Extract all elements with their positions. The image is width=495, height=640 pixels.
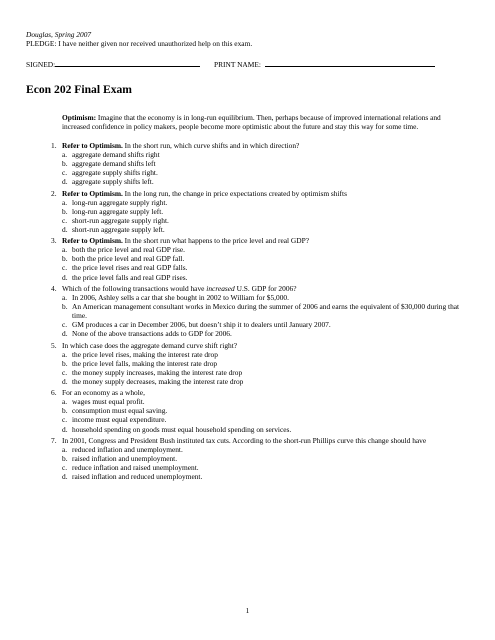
answer-option[interactable] [62, 445, 467, 455]
question-text: In 2001, Congress and President Bush instituted tax cuts. According to the short-run Phillips curve this change should have [62, 436, 427, 446]
question-text-end: U.S. GDP for 2006? [234, 284, 297, 294]
option-letter: c. [62, 320, 68, 330]
option-letter: a. [62, 245, 68, 255]
option-text: In 2006, Ashley sells a car that she bought in 2002 to William for $5,000. [72, 293, 289, 303]
option-text: aggregate demand shifts left [72, 159, 156, 169]
option-text: GM produces a car in December 2006, but doesn’t ship it to dealers until January 2007. [72, 320, 331, 330]
option-letter: d. [62, 272, 68, 282]
question-1 [51, 141, 467, 187]
answer-option[interactable] [62, 215, 467, 225]
pledge-line: PLEDGE: I have neither given nor received unauthorized help on this exam. [26, 39, 253, 49]
answer-option[interactable] [62, 320, 467, 330]
answer-options [62, 293, 467, 338]
option-text: An American management consultant works in Mexico during the summer of 2006 and earns the equivalent of $30,000 during that time. [72, 302, 460, 321]
answer-option[interactable] [62, 406, 467, 416]
option-text: consumption must equal saving. [72, 406, 168, 416]
answer-option[interactable] [62, 472, 467, 482]
option-text: income must equal expenditure. [72, 415, 167, 425]
optimism-scenario [62, 113, 467, 131]
exam-body [51, 113, 467, 484]
option-letter: b. [62, 454, 68, 464]
question-reference: Refer to Optimism. [62, 141, 123, 151]
option-letter: b. [62, 302, 68, 312]
question-3 [51, 236, 467, 282]
answer-options [62, 397, 467, 433]
answer-option[interactable] [62, 224, 467, 234]
option-letter: d. [62, 329, 68, 339]
option-letter: b. [62, 206, 68, 216]
answer-option[interactable] [62, 272, 467, 282]
option-text: aggregate supply shifts right. [72, 168, 158, 178]
answer-option[interactable] [62, 358, 467, 368]
option-letter: d. [62, 177, 68, 187]
option-text: the price level falls and real GDP rises. [72, 272, 188, 282]
question-text: In the short run, which curve shifts and in which direction? [122, 141, 300, 151]
option-letter: b. [62, 358, 68, 368]
print-name-label: PRINT NAME: [214, 60, 261, 70]
option-text: short-run aggregate supply right. [72, 215, 169, 225]
option-letter: c. [62, 463, 68, 473]
option-letter: a. [62, 293, 68, 303]
question-text: In the long run, the change in price expectations created by optimism shifts [122, 188, 347, 198]
option-text: None of the above transactions adds to GDP for 2006. [72, 329, 232, 339]
print-name-blank[interactable] [265, 58, 435, 67]
option-text: short-run aggregate supply left. [72, 224, 165, 234]
answer-option[interactable] [62, 454, 467, 464]
answer-options [62, 350, 467, 386]
question-7 [51, 436, 467, 482]
question-number: 1. [51, 141, 57, 151]
option-letter: b. [62, 254, 68, 264]
question-reference: Refer to Optimism. [62, 236, 123, 246]
option-text: aggregate supply shifts left. [72, 177, 154, 187]
option-letter: d. [62, 376, 68, 386]
answer-option[interactable] [62, 376, 467, 386]
answer-option[interactable] [62, 263, 467, 273]
question-text: Which of the following transactions would have [62, 284, 207, 294]
option-letter: d. [62, 424, 68, 434]
option-text: the money supply decreases, making the interest rate drop [72, 376, 244, 386]
option-letter: c. [62, 415, 68, 425]
option-text: long-run aggregate supply right. [72, 197, 168, 207]
option-letter: c. [62, 215, 68, 225]
answer-options [62, 445, 467, 481]
option-letter: d. [62, 224, 68, 234]
answer-option[interactable] [62, 415, 467, 425]
answer-option[interactable] [62, 168, 467, 178]
option-text: both the price level and real GDP rise. [72, 245, 186, 255]
answer-option[interactable] [62, 349, 467, 359]
answer-options [62, 198, 467, 234]
exam-header [26, 30, 435, 69]
option-text: household spending on goods must equal household spending on services. [72, 424, 292, 434]
option-text: raised inflation and unemployment. [72, 454, 178, 464]
option-text: the price level rises, making the interest rate drop [72, 349, 218, 359]
answer-option[interactable] [62, 254, 467, 264]
option-text: the money supply increases, making the interest rate drop [72, 367, 243, 377]
question-reference: Refer to Optimism. [62, 188, 123, 198]
question-6 [51, 388, 467, 434]
question-number: 6. [51, 388, 57, 398]
option-text: long-run aggregate supply left. [72, 206, 164, 216]
exam-title: Econ 202 Final Exam [26, 83, 132, 96]
option-letter: d. [62, 472, 68, 482]
answer-option[interactable] [62, 197, 467, 207]
answer-option[interactable] [62, 245, 467, 255]
question-2 [51, 188, 467, 234]
option-letter: a. [62, 197, 68, 207]
question-number: 5. [51, 340, 57, 350]
option-letter: a. [62, 349, 68, 359]
option-letter: a. [62, 445, 68, 455]
option-letter: b. [62, 406, 68, 416]
answer-option[interactable] [62, 302, 467, 321]
question-emphasis: increased [206, 284, 235, 294]
option-letter: a. [62, 397, 68, 407]
question-number: 3. [51, 236, 57, 246]
answer-options [62, 245, 467, 281]
page-number: 1 [245, 606, 250, 615]
option-text: raised inflation and reduced unemployment. [72, 472, 203, 482]
option-letter: c. [62, 168, 68, 178]
signed-label: SIGNED: [26, 60, 56, 70]
signature-blank[interactable] [55, 58, 200, 67]
option-text: aggregate demand shifts right [72, 150, 160, 160]
question-number: 2. [51, 188, 57, 198]
answer-option[interactable] [62, 150, 467, 160]
option-letter: a. [62, 150, 68, 160]
answer-option[interactable] [62, 329, 467, 339]
option-text: reduce inflation and raised unemployment. [72, 463, 199, 473]
question-number: 4. [51, 284, 57, 294]
answer-option[interactable] [62, 397, 467, 407]
option-letter: c. [62, 367, 68, 377]
answer-option[interactable] [62, 159, 467, 169]
option-letter: c. [62, 263, 68, 273]
scenario-text: Imagine that the economy is in long-run equilibrium. Then, perhaps because of improved international relations and increased confidence in policy makers, people become more optimistic about the future and stay this way for some time. [62, 113, 441, 132]
signature-line [26, 58, 435, 69]
question-5 [51, 340, 467, 386]
question-text: For an economy as a whole, [62, 388, 145, 398]
scenario-lead: Optimism: [62, 113, 97, 122]
question-text: In the short run what happens to the price level and real GDP? [122, 236, 309, 246]
option-text: wages must equal profit. [72, 397, 145, 407]
question-number: 7. [51, 436, 57, 446]
answer-option[interactable] [62, 206, 467, 216]
answer-option[interactable] [62, 424, 467, 434]
answer-options [62, 150, 467, 186]
author-line: Douglas, Spring 2007 [26, 30, 92, 39]
option-text: both the price level and real GDP fall. [72, 254, 185, 264]
answer-option[interactable] [62, 177, 467, 187]
option-text: reduced inflation and unemployment. [72, 445, 183, 455]
question-text: In which case does the aggregate demand curve shift right? [62, 340, 238, 350]
option-letter: b. [62, 159, 68, 169]
question-list [51, 141, 467, 482]
option-text: the price level rises and real GDP falls. [72, 263, 188, 273]
answer-option[interactable] [62, 293, 467, 303]
question-4 [51, 284, 467, 339]
answer-option[interactable] [62, 463, 467, 473]
answer-option[interactable] [62, 367, 467, 377]
option-text: the price level falls, making the interest rate drop [72, 358, 218, 368]
